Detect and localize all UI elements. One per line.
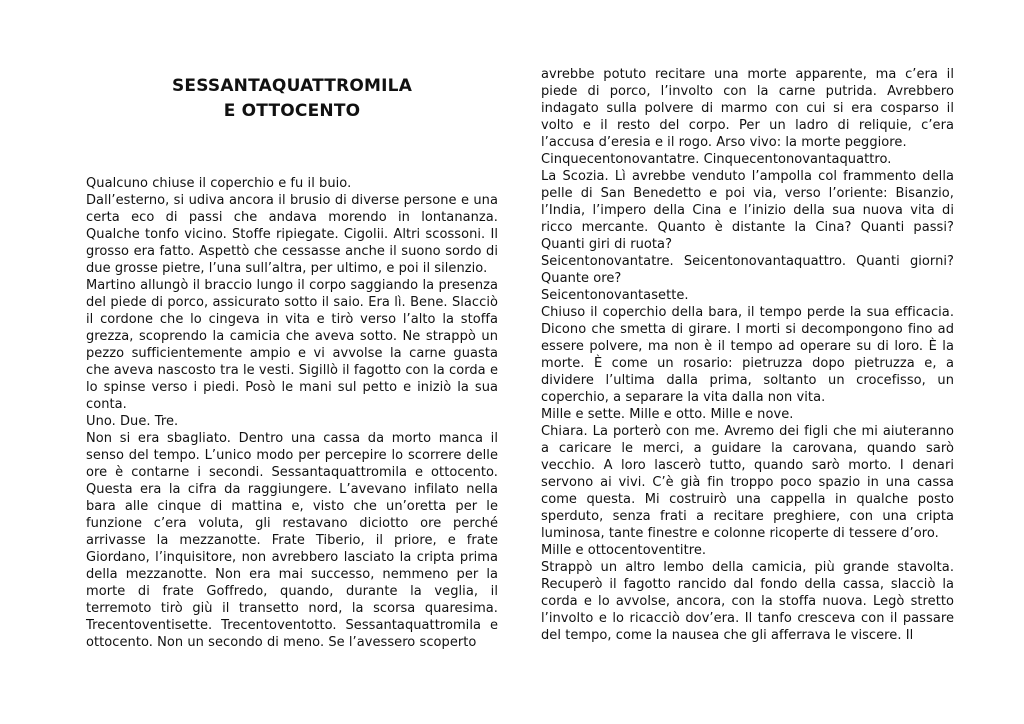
paragraph: Mille e sette. Mille e otto. Mille e nove.	[541, 407, 794, 422]
story-title	[86, 74, 498, 124]
paragraph: Dall’esterno, si udiva ancora il brusio di diverse persone e una certa eco di passi che andava morendo in lontananza. Qualche tonfo vicino. Stoffe ripiegate. Cigolii. Altri scossoni. Il grosso era fatto. Aspettò che cessasse anche il suono sordo di due grosse pietre, l’una sull’altra, per ultimo, e poi il silenzio.	[86, 193, 498, 276]
paragraph: Uno. Due. Tre.	[86, 414, 179, 429]
right-column-text	[541, 66, 954, 644]
paragraph: Seicentonovantasette.	[541, 288, 689, 303]
paragraph: avrebbe potuto recitare una morte apparente, ma c’era il piede di porco, l’involto con la carne putrida. Avrebbero indagato sulla polvere di marmo con cui si era cosparso il volto e il resto del corpo. Per un ladro di reliquie, c’era l’accusa d’eresia e il rogo. Arso vivo: la morte peggiore.	[541, 67, 954, 150]
paragraph: Seicentonovantatre. Seicentonovantaquattro. Quanti giorni? Quante ore?	[541, 254, 954, 286]
paragraph: Chiuso il coperchio della bara, il tempo perde la sua efficacia. Dicono che smetta di girare. I morti si decompongono fino ad essere polvere, ma non è il tempo ad operare su di loro. È la morte. È come un rosario: pietruzza dopo pietruzza e, a dividere l’ultima dalla prima, soltanto un crocefisso, un coperchio, a separare la vita dalla non vita.	[541, 305, 954, 405]
paragraph: Qualcuno chiuse il coperchio e fu il buio.	[86, 176, 352, 191]
left-column-text	[86, 175, 498, 651]
title-line-2: E OTTOCENTO	[223, 101, 361, 121]
paragraph: Cinquecentonovantatre. Cinquecentonovantaquattro.	[541, 152, 892, 167]
paragraph: Mille e ottocentoventitre.	[541, 543, 707, 558]
paragraph: Martino allungò il braccio lungo il corpo saggiando la presenza del piede di porco, assicurato sotto il saio. Era lì. Bene. Slacciò il cordone che lo cingeva in vita e tirò verso l’alto la stoffa grezza, scoprendo la camicia che aveva sotto. Ne strappò un pezzo sufficientemente ampio e vi avvolse la carne guasta che aveva nascosto tra le vesti. Sigillò il fagotto con la corda e lo spinse verso i piedi. Posò le mani sul petto e iniziò la sua conta.	[86, 278, 498, 412]
paragraph: La Scozia. Lì avrebbe venduto l’ampolla col frammento della pelle di San Benedetto e poi via, verso l’oriente: Bisanzio, l’India, l’impero della Cina e l’inizio della sua nuova vita di ricco mercante. Quanto è distante la Cina? Quanti passi? Quanti giri di ruota?	[541, 169, 954, 252]
paragraph: Strappò un altro lembo della camicia, più grande stavolta. Recuperò il fagotto rancido dal fondo della cassa, slacciò la corda e lo avvolse, ancora, con la stoffa nuova. Legò stretto l’involto e lo ricacciò dov’era. Il tanfo cresceva con il passare del tempo, come la nausea che gli afferrava le viscere. Il	[541, 560, 954, 643]
paragraph: Chiara. La porterò con me. Avremo dei figli che mi aiuteranno a caricare le merci, a guidare la carovana, quando sarò vecchio. A loro lascerò tutto, quando sarò morto. I denari servono ai vivi. C’è già fin troppo poco spazio in una cassa come questa. Mi costruirò una cappella in qualche posto sperduto, senza frati a recitare preghiere, con una cripta luminosa, tante finestre e colonne ricoperte di tessere d’oro.	[541, 424, 954, 541]
title-line-1: SESSANTAQUATTROMILA	[171, 76, 413, 96]
paragraph: Non si era sbagliato. Dentro una cassa da morto manca il senso del tempo. L’unico modo per percepire lo scorrere delle ore è contarne i secondi. Sessantaquattromila e ottocento. Questa era la cifra da raggiungere. L’avevano infilato nella bara alle cinque di mattina e, visto che un’oretta per le funzione c’era voluta, gli restavano diciotto ore perché arrivasse la mezzanotte. Frate Tiberio, il priore, e frate Giordano, l’inquisitore, non avrebbero lasciato la cripta prima della mezzanotte. Non era mai successo, nemmeno per la morte di frate Goffredo, quando, durante la veglia, il terremoto tirò giù il transetto nord, la scorsa quaresima. Trecentoventisette. Trecentoventotto. Sessantaquattromila e ottocento. Non un secondo di meno. Se l’avessero scoperto	[86, 431, 498, 650]
